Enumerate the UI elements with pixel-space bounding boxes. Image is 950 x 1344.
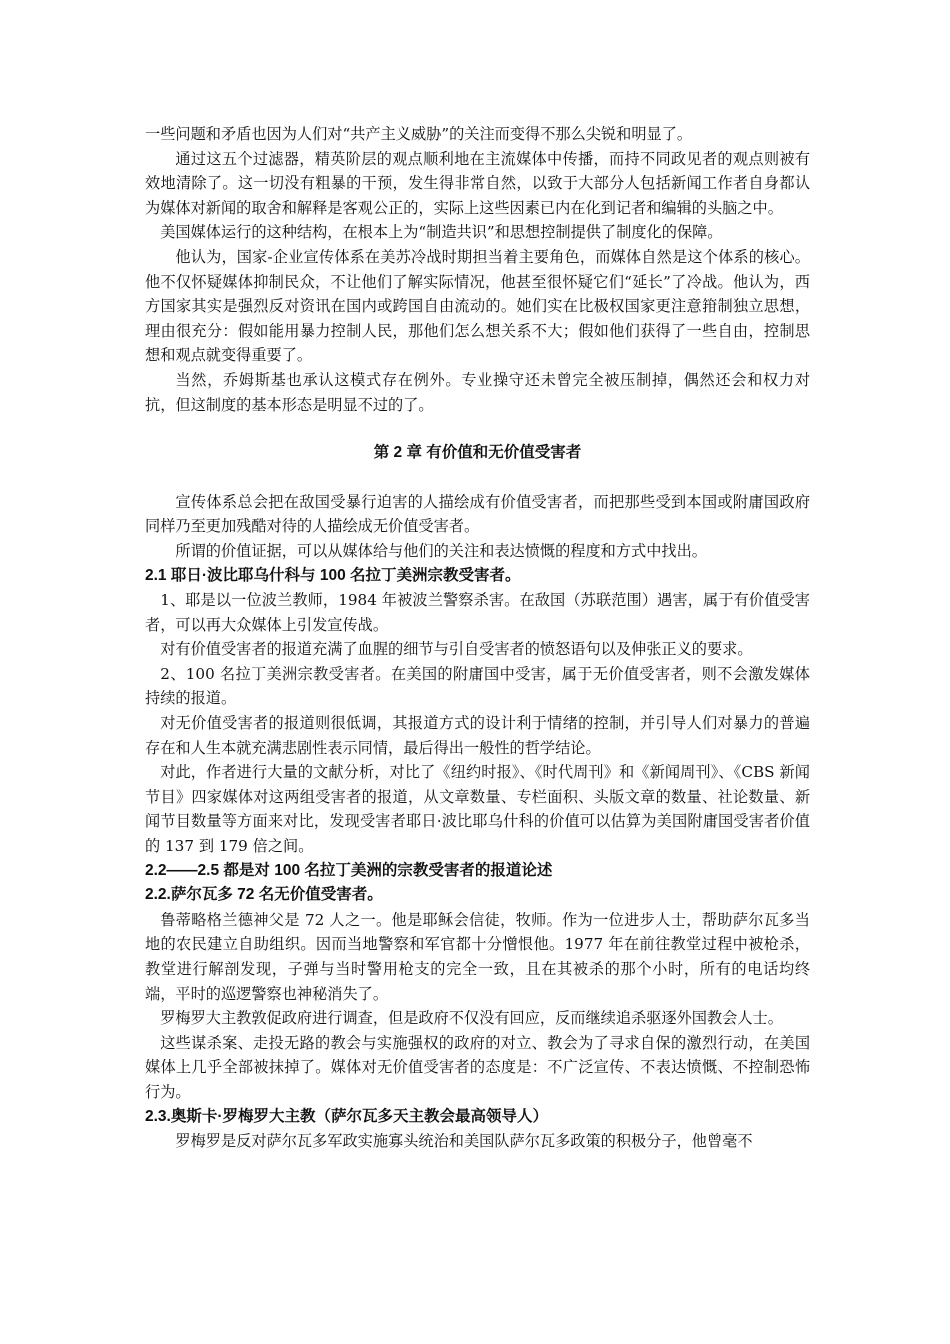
paragraph: 对无价值受害者的报道则很低调，其报道方式的设计利于情绪的控制，并引导人们对暴力的普遍存在和人生本就充满悲剧性表示同情，最后得出一般性的哲学结论。 (145, 714, 810, 757)
paragraph: 鲁蒂略格兰德神父是 72 人之一。他是耶稣会信徒，牧师。作为一位进步人士，帮助萨尔瓦多当地的农民建立自助组织。因而当地警察和军官都十分憎恨他。1977 年在前往教堂过程中被枪杀，教堂进行解剖发现，子弹与当时警用枪支的完全一致，且在其被杀的那个小时，所有的电话均终端，平时的巡逻警察也神秘消失了。 (145, 910, 810, 1003)
chapter-title: 第 2 章 有价值和无价值受害者 (373, 444, 582, 462)
paragraph: 对此，作者进行大量的文献分析，对比了《纽约时报》、《时代周刊》和《新闻周刊》、《CBS 新闻节目》四家媒体对这两组受害者的报道，从文章数量、专栏面积、头版文章的数量、社论数量、新闻节目数量等方面来对比，发现受害者耶日·波比耶乌什科的价值可以估算为美国附庸国受害者价值的 137 到 179 倍之间。 (145, 763, 810, 856)
section-heading: 2.2——2.5 都是对 100 名拉丁美洲的宗教受害者的报道论述 (145, 861, 553, 879)
paragraph: 美国媒体运行的这种结构，在根本上为“制造共识”和思想控制提供了制度化的保障。 (160, 223, 723, 242)
paragraph: 当然，乔姆斯基也承认这模式存在例外。专业操守还未曾完全被压制掉，偶然还会和权力对抗，但这制度的基本形态是明显不过的了。 (145, 370, 810, 414)
paragraph: 罗梅罗是反对萨尔瓦多军政实施寡头统治和美国队萨尔瓦多政策的积极分子，他曾毫不 (175, 1132, 753, 1151)
paragraph: 罗梅罗大主教敦促政府进行调查，但是政府不仅没有回应，反而继续追杀驱逐外国教会人士。 (160, 1009, 783, 1028)
paragraph: 这些谋杀案、走投无路的教会与实施强权的政府的对立、教会为了寻求自保的激烈行动，在美国媒体上几乎全部被抹掉了。媒体对无价值受害者的态度是：不广泛宣传、不表达愤慨、不控制恐怖行为。 (145, 1033, 810, 1101)
paragraph: 通过这五个过滤器，精英阶层的观点顺利地在主流媒体中传播，而持不同政见者的观点则被有效地清除了。这一切没有粗暴的干预，发生得非常自然，以致于大部分人包括新闻工作者自身都认为媒体对新闻的取舍和解释是客观公正的，实际上这些因素已内在化到记者和编辑的头脑之中。 (145, 149, 810, 217)
paragraph: 他认为，国家-企业宣传体系在美苏冷战时期担当着主要角色，而媒体自然是这个体系的核心。他不仅怀疑媒体抑制民众，不让他们了解实际情况，他甚至很怀疑它们“延长”了冷战。他认为，西方国家其实是强烈反对资讯在国内或跨国自由流动的。她们实在比极权国家更注意箝制独立思想，理由很充分：假如能用暴力控制人民，那他们怎么想关系不大；假如他们获得了一些自由，控制思想和观点就变得重要了。 (145, 247, 810, 365)
paragraph: 2、100 名拉丁美洲宗教受害者。在美国的附庸国中受害，属于无价值受害者，则不会激发媒体持续的报道。 (145, 664, 810, 708)
section-heading: 2.2.萨尔瓦多 72 名无价值受害者。 (145, 886, 383, 904)
section-heading: 2.1 耶日·波比耶乌什科与 100 名拉丁美洲宗教受害者。 (145, 566, 521, 584)
paragraph: 1、耶是以一位波兰教师，1984 年被波兰警察杀害。在敌国（苏联范围）遇害，属于有价值受害者，可以再大众媒体上引发宣传战。 (145, 591, 810, 634)
paragraph: 所谓的价值证据，可以从媒体给与他们的关注和表达愤慨的程度和方式中找出。 (175, 541, 707, 560)
section-heading: 2.3.奥斯卡·罗梅罗大主教（萨尔瓦多天主教会最高领导人） (145, 1107, 549, 1125)
paragraph: 一些问题和矛盾也因为人们对“共产主义威胁”的关注而变得不那么尖锐和明显了。 (145, 125, 693, 143)
document-page (145, 122, 810, 1154)
paragraph: 对有价值受害者的报道充满了血腥的细节与引自受害者的愤怒语句以及伸张正义的要求。 (160, 640, 753, 659)
paragraph: 宣传体系总会把在敌国受暴行迫害的人描绘成有价值受害者，而把那些受到本国或附庸国政府同样乃至更加残酷对待的人描绘成无价值受害者。 (145, 492, 810, 536)
